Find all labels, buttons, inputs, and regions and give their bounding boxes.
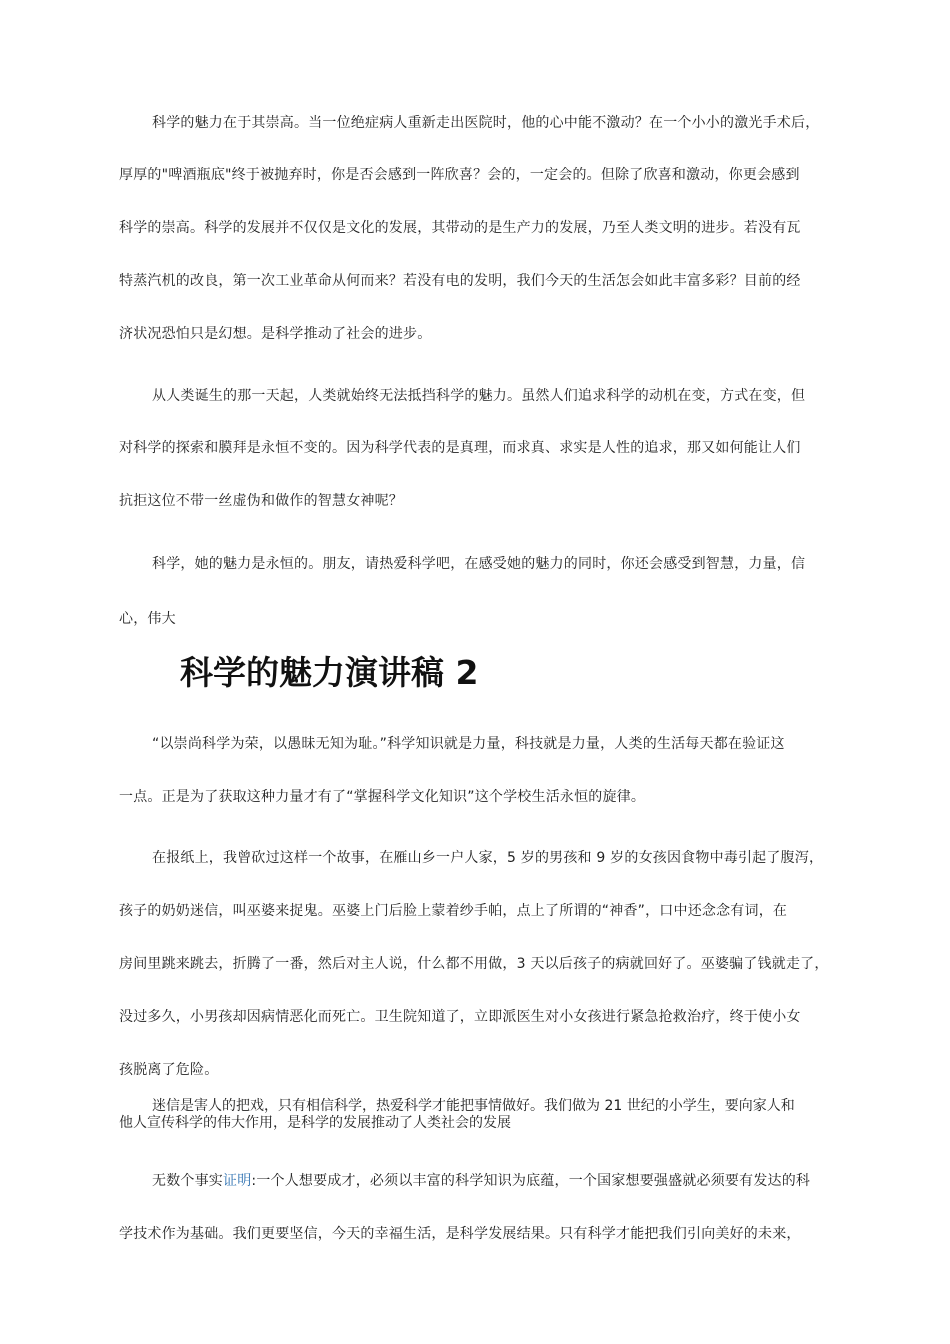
- compact-paragraph: [119, 1098, 849, 1132]
- paragraph-line: 他人宣传科学的伟大作用，是科学的发展推动了人类社会的发展: [119, 1115, 511, 1131]
- paragraph-line: 从人类诞生的那一天起，人类就始终无法抵挡科学的魅力。虽然人们追求科学的动机在变，方式在变，但: [152, 388, 806, 404]
- paragraph-line: 特蒸汽机的改良，第一次工业革命从何而来？若没有电的发明，我们今天的生活怎会如此丰富多彩？目前的经: [119, 273, 801, 289]
- proof-link[interactable]: 证明: [223, 1173, 252, 1189]
- text-segment: :一个人想要成才，必须以丰富的科学知识为底蕴，一个国家想要强盛就必须要有发达的科: [251, 1173, 811, 1189]
- paragraph-line: 科学的魅力在于其崇高。当一位绝症病人重新走出医院时，他的心中能不激动？在一个小小的激光手术后，: [152, 115, 820, 131]
- paragraph-line: 抗拒这位不带一丝虚伪和做作的智慧女神呢？: [119, 493, 403, 509]
- section-heading: 科学的魅力演讲稿 2: [180, 653, 479, 692]
- paragraph-line: [152, 1172, 872, 1190]
- paragraph-line: 在报纸上，我曾砍过这样一个故事，在雁山乡一户人家，5 岁的男孩和 9 岁的女孩因食物中毒引起了腹泻，: [152, 850, 824, 866]
- paragraph-line: 心，伟大: [119, 611, 176, 627]
- paragraph-line: 房间里跳来跳去，折腾了一番，然后对主人说，什么都不用做，3 天以后孩子的病就回好了。巫婆骗了钱就走了，: [119, 956, 829, 972]
- paragraph-line: 迷信是害人的把戏，只有相信科学，热爱科学才能把事情做好。我们做为 21 世纪的小学生，要向家人和: [152, 1098, 795, 1114]
- paragraph-line: 济状况恐怕只是幻想。是科学推动了社会的进步。: [119, 326, 432, 342]
- paragraph-line: 厚厚的"啤酒瓶底"终于被抛弃时，你是否会感到一阵欣喜？会的，一定会的。但除了欣喜和激动，你更会感到: [119, 167, 800, 183]
- paragraph-line: 孩子的奶奶迷信，叫巫婆来捉鬼。巫婆上门后脸上蒙着纱手帕，点上了所谓的“神香”，口中还念念有词，在: [119, 903, 788, 919]
- text-segment: 无数个事实: [152, 1173, 223, 1189]
- paragraph-line: 学技术作为基础。我们更要坚信，今天的幸福生活，是科学发展结果。只有科学才能把我们引向美好的未来，: [119, 1226, 801, 1242]
- paragraph-line: “以崇尚科学为荣，以愚昧无知为耻。”科学知识就是力量，科技就是力量，人类的生活每天都在验证这: [152, 736, 785, 752]
- paragraph-line: 一点。正是为了获取这种力量才有了“掌握科学文化知识”这个学校生活永恒的旋律。: [119, 789, 646, 805]
- paragraph-line: 孩脱离了危险。: [119, 1062, 219, 1078]
- paragraph-line: 对科学的探索和膜拜是永恒不变的。因为科学代表的是真理，而求真、求实是人性的追求，那又如何能让人们: [119, 440, 801, 456]
- paragraph-line: 科学，她的魅力是永恒的。朋友，请热爱科学吧，在感受她的魅力的同时，你还会感受到智慧，力量，信: [152, 556, 806, 572]
- paragraph-line: 科学的崇高。科学的发展并不仅仅是文化的发展，其带动的是生产力的发展，乃至人类文明的进步。若没有瓦: [119, 220, 801, 236]
- paragraph-line: 没过多久，小男孩却因病情恶化而死亡。卫生院知道了，立即派医生对小女孩进行紧急抢救治疗，终于使小女: [119, 1009, 801, 1025]
